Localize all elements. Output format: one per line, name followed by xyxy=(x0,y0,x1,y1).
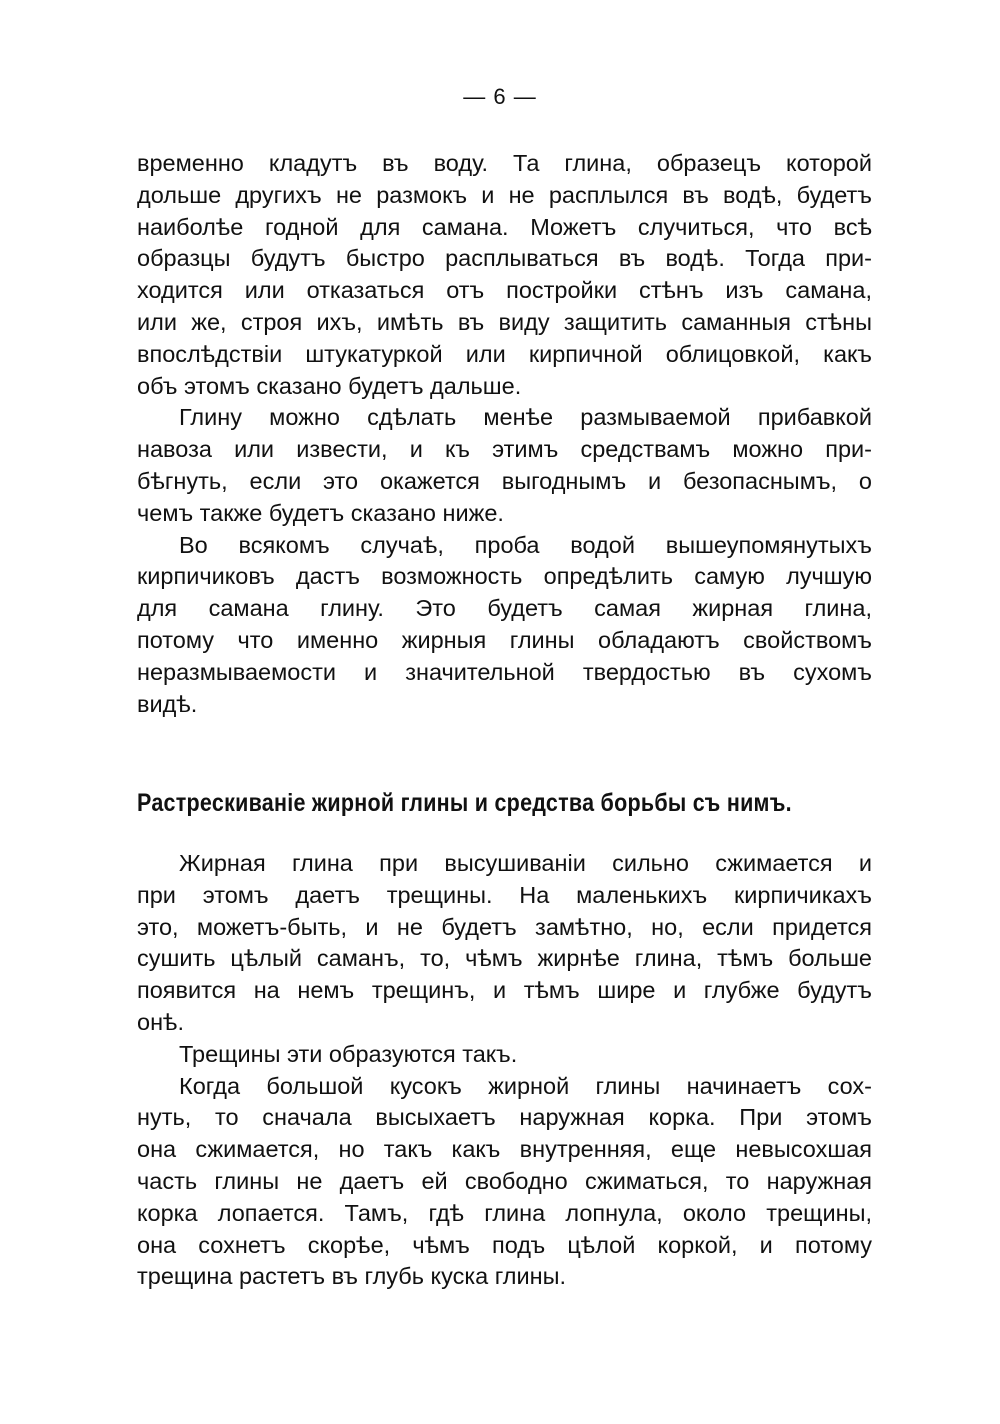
page-number: — 6 — xyxy=(463,84,537,109)
text-line: потому что именно жирныя глины обладаютъ свойствомъ xyxy=(137,626,872,653)
text-line: это, можетъ-быть, и не будетъ замѣтно, но, если придется xyxy=(137,913,872,940)
text-line: корка лопается. Тамъ, гдѣ глина лопнула, около трещины, xyxy=(137,1199,872,1226)
text-line: ходится или отказаться отъ постройки стѣнъ изъ самана, xyxy=(137,277,872,304)
text-line: образцы будутъ быстро расплываться въ водѣ. Тогда при- xyxy=(137,245,872,272)
paragraph-6 xyxy=(137,1071,872,1294)
text-section-2 xyxy=(137,848,872,1293)
text-line: онѣ. xyxy=(137,1008,184,1035)
text-line: дольше другихъ не размокъ и не расплылся въ водѣ, будетъ xyxy=(137,181,872,208)
text-line: бѣгнуть, если это окажется выгоднымъ и безопаснымъ, о xyxy=(137,467,872,494)
text-line: Жирная глина при высушиваніи сильно сжимается и xyxy=(179,850,872,876)
text-line: временно кладутъ въ воду. Та глина, образецъ которой xyxy=(137,150,872,176)
text-line: объ этомъ сказано будетъ дальше. xyxy=(137,372,522,399)
text-line: впослѣдствіи штукатуркой или кирпичной облицовкой, какъ xyxy=(137,340,872,367)
text-line: нуть, то сначала высыхаетъ наружная корка. При этомъ xyxy=(137,1104,872,1131)
text-line: она сохнетъ скорѣе, чѣмъ подъ цѣлой коркой, и потому xyxy=(137,1231,872,1258)
text-line: сушить цѣлый саманъ, то, чѣмъ жирнѣе глина, тѣмъ больше xyxy=(137,945,872,972)
text-line: часть глины не даетъ ей свободно сжиматься, то наружная xyxy=(137,1167,872,1194)
text-line: Трещины эти образуются такъ. xyxy=(179,1040,518,1067)
text-line: чемъ также будетъ сказано ниже. xyxy=(137,499,504,526)
text-line: Во всякомъ случаѣ, проба водой вышеупомянутыхъ xyxy=(179,531,872,558)
paragraph-2 xyxy=(137,402,872,529)
text-line: при этомъ даетъ трещины. На маленькихъ кирпичикахъ xyxy=(137,881,872,908)
text-line: появится на немъ трещинъ, и тѣмъ шире и глубже будутъ xyxy=(137,977,872,1004)
text-line: трещина растетъ въ глубь куска глины. xyxy=(137,1263,567,1290)
paragraph-4 xyxy=(137,848,872,1039)
text-line: для самана глину. Это будетъ самая жирная глина, xyxy=(137,595,872,622)
text-section-1 xyxy=(137,148,872,720)
paragraph-3 xyxy=(137,530,872,721)
text-line: видѣ. xyxy=(137,690,198,717)
text-line: Глину можно сдѣлать менѣе размываемой прибавкой xyxy=(179,404,872,431)
text-line: или же, строя ихъ, имѣть въ виду защитить саманныя стѣны xyxy=(137,308,872,335)
text-line: навоза или извести, и къ этимъ средствамъ можно при- xyxy=(137,436,872,463)
paragraph-1 xyxy=(137,148,872,402)
paragraph-5 xyxy=(137,1039,872,1071)
text-line: кирпичиковъ дастъ возможность опредѣлить самую лучшую xyxy=(137,563,872,590)
text-line: наиболѣе годной для самана. Можетъ случиться, что всѣ xyxy=(137,213,872,240)
text-line: Когда большой кусокъ жирной глины начинаетъ сох- xyxy=(179,1072,872,1099)
text-line: неразмываемости и значительной твердостью въ сухомъ xyxy=(137,658,872,685)
text-line: она сжимается, но такъ какъ внутренняя, еще невысохшая xyxy=(137,1136,872,1163)
section-heading: Растрескиванiе жирной глины и средства борьбы съ нимъ. xyxy=(137,789,792,817)
